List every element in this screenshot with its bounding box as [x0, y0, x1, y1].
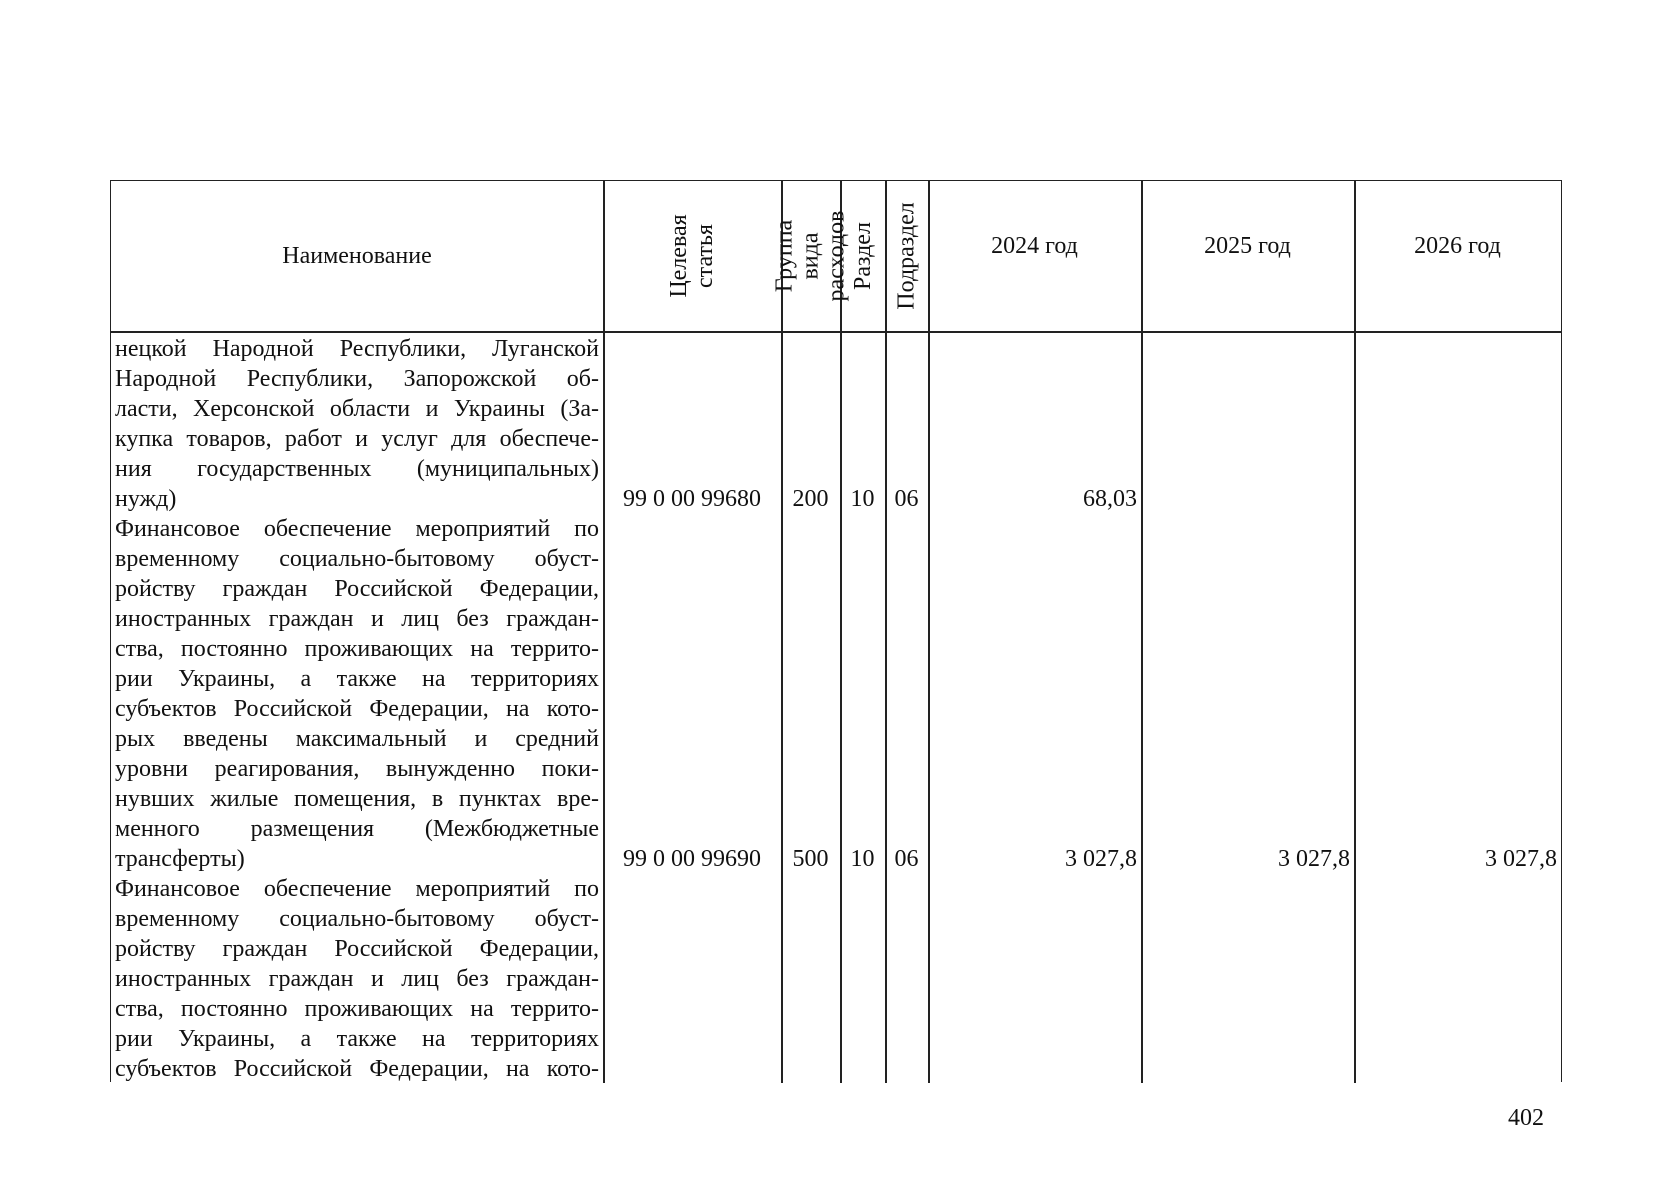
row-2-section: 10 [850, 846, 875, 872]
row-1-name-line: ласти, Херсонской области и Украины (За- [115, 396, 599, 422]
header-section-label: Раздел [849, 222, 876, 290]
row-3-name-line: ства, постоянно проживающих на террито- [115, 996, 599, 1022]
row-2-name-line: ства, постоянно проживающих на террито- [115, 636, 599, 662]
header-subsection-label: Подраздел [893, 202, 920, 310]
row-3-name-line: временному социально-бытовому обуст- [115, 906, 599, 932]
row-1-target: 99 0 00 99680 [623, 486, 761, 512]
header-expense-group [771, 181, 850, 331]
row-2-name [115, 514, 599, 874]
row-1-name-line: Народной Республики, Запорожской об- [115, 366, 599, 392]
row-3-name-line: ройству граждан Российской Федерации, [115, 936, 599, 962]
header-separator [111, 331, 1561, 333]
row-2-2024: 3 027,8 [1065, 846, 1137, 872]
header-target-label: Целевая статья [666, 214, 718, 298]
row-1-expense-group: 200 [792, 486, 829, 512]
row-2-2025: 3 027,8 [1278, 846, 1350, 872]
header-section [840, 181, 885, 331]
page-number: 402 [1508, 1105, 1544, 1131]
row-2-name-line: временному социально-бытовому обуст- [115, 546, 599, 572]
header-expense-group-label: Группа вида расходов [771, 210, 850, 302]
row-1-name-line: нужд) [115, 486, 177, 512]
header-2025: 2025 год [1204, 233, 1291, 259]
row-2-subsection: 06 [894, 846, 919, 872]
row-2-target: 99 0 00 99690 [623, 846, 761, 872]
header-2026: 2026 год [1414, 233, 1501, 259]
row-1-name-line: купка товаров, работ и услуг для обеспече- [115, 426, 599, 452]
row-2-name-line: трансферты) [115, 846, 245, 872]
row-3-name [115, 874, 599, 1084]
row-2-name-line: иностранных граждан и лиц без граждан- [115, 606, 599, 632]
row-2-name-line: рии Украины, а также на территориях [115, 666, 599, 692]
row-1-name-line: ния государственных (муниципальных) [115, 456, 599, 482]
row-2-name-line: менного размещения (Межбюджетные [115, 816, 599, 842]
row-1-2024: 68,03 [1083, 486, 1137, 512]
budget-table [110, 180, 1562, 1082]
column-divider [928, 181, 930, 1083]
row-2-expense-group: 500 [792, 846, 829, 872]
row-1-section: 10 [850, 486, 875, 512]
row-2-name-line: рых введены максимальный и средний [115, 726, 599, 752]
row-2-2026: 3 027,8 [1485, 846, 1557, 872]
header-subsection [885, 181, 928, 331]
row-3-name-line: рии Украины, а также на территориях [115, 1026, 599, 1052]
row-2-name-line: нувших жилые помещения, в пунктах вре- [115, 786, 599, 812]
row-1-name-line: нецкой Народной Республики, Луганской [115, 336, 599, 362]
row-1-subsection: 06 [894, 486, 919, 512]
row-1-name [115, 334, 599, 514]
header-target [603, 181, 781, 331]
header-2024: 2024 год [991, 233, 1078, 259]
row-2-name-line: субъектов Российской Федерации, на кото- [115, 696, 599, 722]
row-2-name-line: Финансовое обеспечение мероприятий по [115, 516, 599, 542]
row-3-name-line: иностранных граждан и лиц без граждан- [115, 966, 599, 992]
row-3-name-line: субъектов Российской Федерации, на кото- [115, 1056, 599, 1082]
column-divider [1354, 181, 1356, 1083]
row-3-name-line: Финансовое обеспечение мероприятий по [115, 876, 599, 902]
header-name: Наименование [282, 243, 432, 269]
row-2-name-line: ройству граждан Российской Федерации, [115, 576, 599, 602]
row-2-name-line: уровни реагирования, вынужденно поки- [115, 756, 599, 782]
column-divider [1141, 181, 1143, 1083]
